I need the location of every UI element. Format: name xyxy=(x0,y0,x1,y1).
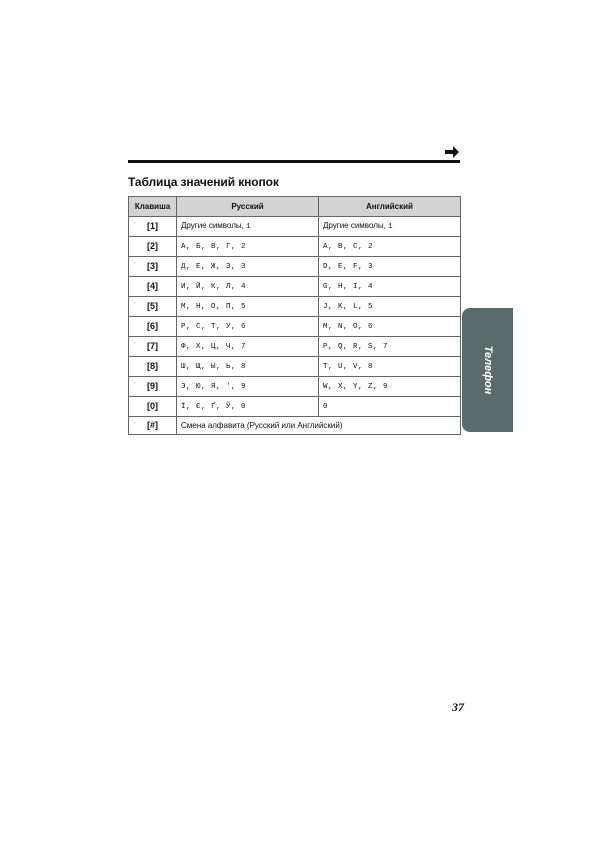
cell-characters: Э, Ю, Я, ', 9 xyxy=(181,383,247,391)
cell-characters: 1 xyxy=(388,223,394,231)
cell-characters: A, B, C, 2 xyxy=(323,243,374,251)
english-cell xyxy=(319,257,461,277)
cell-characters: W, X, Y, Z, 9 xyxy=(323,383,389,391)
key-cell: [0] xyxy=(129,397,177,417)
english-cell xyxy=(319,377,461,397)
key-values-table xyxy=(128,196,461,435)
english-cell xyxy=(319,217,461,237)
key-cell: [4] xyxy=(129,277,177,297)
table-row xyxy=(129,377,461,397)
side-tab[interactable] xyxy=(462,308,513,432)
table-row xyxy=(129,277,461,297)
column-header-russian: Русский xyxy=(177,197,319,217)
cell-prefix: Другие символы, xyxy=(181,221,247,230)
key-cell: [1] xyxy=(129,217,177,237)
cell-characters: Ї, Є, Ґ, Ў, 0 xyxy=(181,403,247,411)
table-row xyxy=(129,297,461,317)
table-row xyxy=(129,217,461,237)
cell-characters: И, Й, К, Л, 4 xyxy=(181,283,247,291)
russian-cell xyxy=(177,377,319,397)
english-cell xyxy=(319,237,461,257)
russian-cell xyxy=(177,277,319,297)
table-row xyxy=(129,317,461,337)
english-cell xyxy=(319,337,461,357)
english-cell xyxy=(319,397,461,417)
cell-characters: Ш, Щ, Ы, Ь, 8 xyxy=(181,363,247,371)
cell-characters: P, Q, R, S, 7 xyxy=(323,343,389,351)
cell-characters: D, E, F, 3 xyxy=(323,263,374,271)
english-cell xyxy=(319,277,461,297)
russian-cell xyxy=(177,337,319,357)
table-row xyxy=(129,257,461,277)
cell-characters: Д, Е, Ж, З, 3 xyxy=(181,263,247,271)
cell-characters: J, K, L, 5 xyxy=(323,303,374,311)
cell-characters: 0 xyxy=(323,403,329,411)
russian-cell xyxy=(177,217,319,237)
cell-characters: T, U, V, 8 xyxy=(323,363,374,371)
page-number: 37 xyxy=(452,700,464,714)
side-tab-label: Телефон xyxy=(481,345,494,395)
key-cell: [2] xyxy=(129,237,177,257)
section-title: Таблица значений кнопок xyxy=(128,175,279,189)
table-row xyxy=(129,397,461,417)
cell-prefix: Другие символы, xyxy=(323,221,389,230)
key-cell: [8] xyxy=(129,357,177,377)
table-row xyxy=(129,417,461,435)
continue-arrow-icon xyxy=(444,145,460,159)
switch-alphabet-cell: Смена алфавита (Русский или Английский) xyxy=(177,417,461,435)
key-cell: [7] xyxy=(129,337,177,357)
key-cell: [#] xyxy=(129,417,177,435)
cell-characters: Ф, Х, Ц, Ч, 7 xyxy=(181,343,247,351)
english-cell xyxy=(319,317,461,337)
russian-cell xyxy=(177,297,319,317)
key-cell: [5] xyxy=(129,297,177,317)
cell-characters: Р, С, Т, У, 6 xyxy=(181,323,247,331)
english-cell xyxy=(319,357,461,377)
column-header-key: Клавиша xyxy=(129,197,177,217)
russian-cell xyxy=(177,237,319,257)
cell-characters: M, N, O, 6 xyxy=(323,323,374,331)
russian-cell xyxy=(177,317,319,337)
column-header-english: Английский xyxy=(319,197,461,217)
table-row xyxy=(129,357,461,377)
key-cell: [3] xyxy=(129,257,177,277)
cell-characters: 1 xyxy=(246,223,252,231)
cell-characters: М, Н, О, П, 5 xyxy=(181,303,247,311)
english-cell xyxy=(319,297,461,317)
header-rule xyxy=(128,160,460,163)
table-row xyxy=(129,237,461,257)
table-row xyxy=(129,337,461,357)
cell-characters: А, Б, В, Г, 2 xyxy=(181,243,247,251)
russian-cell xyxy=(177,257,319,277)
table-header-row xyxy=(129,197,461,217)
cell-characters: G, H, I, 4 xyxy=(323,283,374,291)
russian-cell xyxy=(177,397,319,417)
russian-cell xyxy=(177,357,319,377)
key-cell: [9] xyxy=(129,377,177,397)
key-cell: [6] xyxy=(129,317,177,337)
